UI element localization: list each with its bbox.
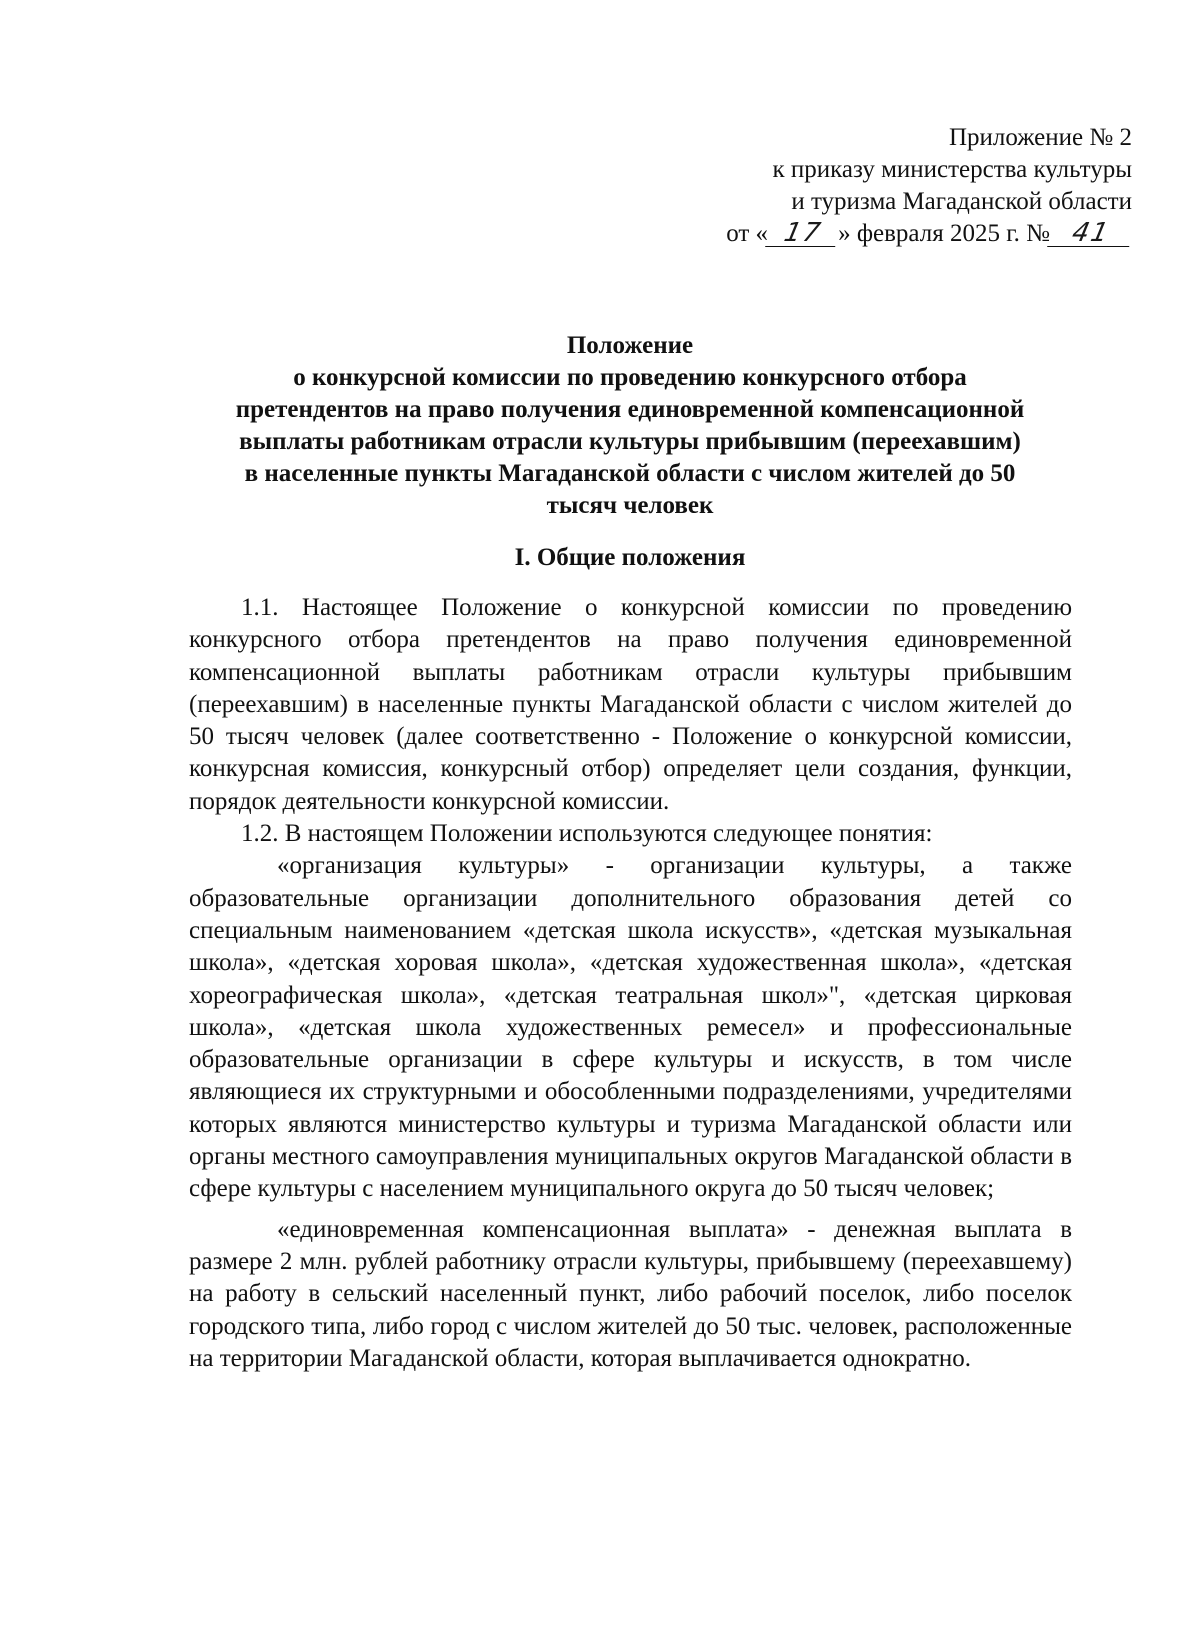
date-middle: » февраля 2025 г. № xyxy=(838,220,1050,247)
appendix-header xyxy=(612,122,1132,250)
title-line-6: тысяч человек xyxy=(546,492,714,519)
handwritten-day: 17 xyxy=(765,220,841,247)
title-line-5: в населенные пункты Магаданской области с числом жителей до 50 xyxy=(244,460,1016,487)
appendix-number: Приложение № 2 xyxy=(948,124,1132,151)
title-line-1: Положение xyxy=(566,332,694,359)
title-line-4: выплаты работникам отрасли культуры прибывшим (переехавшим) xyxy=(239,428,1021,455)
title-line-2: о конкурсной комиссии по проведению конкурсного отбора xyxy=(293,364,967,391)
document-title xyxy=(190,330,1070,522)
definition-culture-organization: «организация культуры» - организации культуры, а также образовательные организации дополнительного образования детей со специальным наименованием «детская школа искусств», «детская музыкальная школа», «детская хоровая школа», «детская художественная школа», «детская хореографическая школа», «детская театральная школ»", «детская цирковая школа», «детская школа художественных ремесел» и профессиональные образовательные организации в сфере культуры и искусств, в том числе являющиеся их структурными и обособленными подразделениями, учредителями которых являются министерство культуры и туризма Магаданской области или органы местного самоуправления муниципальных округов Магаданской области в сфере культуры с населением муниципального округа до 50 тысяч человек; xyxy=(189,852,1072,1203)
section-body xyxy=(189,592,1072,1375)
title-line-3: претендентов на право получения единовременной компенсационной xyxy=(235,396,1025,423)
appendix-ministry: и туризма Магаданской области xyxy=(791,188,1132,215)
paragraph-1-1: 1.1. Настоящее Положение о конкурсной комиссии по проведению конкурсного отбора претендентов на право получения единовременной компенсационной выплаты работникам отрасли культуры прибывшим (переехавшим) в населенные пункты Магаданской области с числом жителей до 50 тысяч человек (далее соответственно - Положение о конкурсной комиссии, конкурсная комиссия, конкурсный отбор) определяет цели создания, функции, порядок деятельности конкурсной комиссии. xyxy=(189,594,1072,815)
date-prefix: от « xyxy=(726,220,769,247)
handwritten-order-number: 41 xyxy=(1047,220,1135,247)
appendix-order-ref: к приказу министерства культуры xyxy=(772,156,1132,183)
section-heading: I. Общие положения xyxy=(514,544,746,571)
definition-compensation-payment: «единовременная компенсационная выплата» - денежная выплата в размере 2 млн. рублей работнику отрасли культуры, прибывшему (переехавшему) на работу в сельский населенный пункт, либо рабочий поселок, либо поселок городского типа, либо город с числом жителей до 50 тыс. человек, расположенные на территории Магаданской области, которая выплачивается однократно. xyxy=(189,1215,1072,1372)
appendix-date-line xyxy=(612,218,1132,250)
paragraph-1-2: 1.2. В настоящем Положении используются следующее понятия: xyxy=(241,820,933,848)
